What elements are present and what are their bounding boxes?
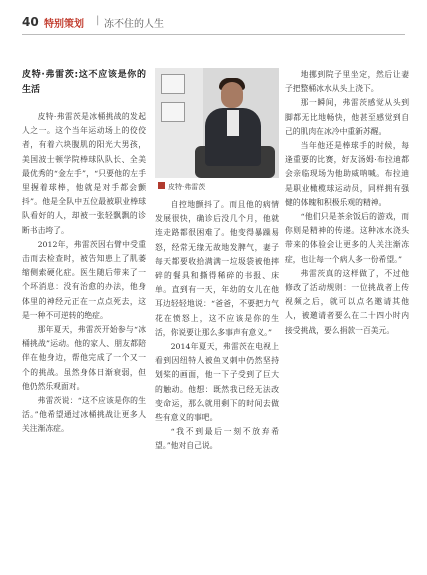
paragraph: 当年他还是棒球手的时候，每逢重要的比赛，好友汤姆·布拉迪都会亲临现场为他助威呐喊。布拉迪是职业橄榄球运动员，同样拥有强健的体魄和积极乐观的精神。 [285, 141, 409, 207]
section-label: 特别策划 [44, 19, 84, 30]
header-separator: | [96, 15, 100, 26]
page-header [0, 0, 427, 36]
paragraph: 那年夏天，弗雷茨开始参与“冰桶挑战”运动。他的家人、朋友都陪伴在他身边，帮他完成了一个又一个的挑战。虽然身体日渐衰弱，但他仍然乐观面对。 [22, 325, 146, 391]
paragraph: “他们只是茶余饭后的游戏，而你则是精神的传递。这种冰水浇头带来的体验会让更多的人关注渐冻症，也让每一个病人多一份希望。” [285, 212, 409, 264]
caption-marker-icon [158, 182, 165, 189]
paragraph: 那一瞬间，弗雷茨感觉从头到脚都无比地畅快，他甚至感觉到自己的肌肉在冰冷中重新苏醒。 [285, 98, 409, 136]
paragraph: 2014年夏天，弗雷茨在电视上看到因纽特人被鱼叉刺中仍然坚持划桨的画面，他一下子受到了巨大的触动。他想：既然我已经无法改变命运，那么就用剩下的时间去做些有意义的事吧。 [155, 342, 279, 423]
paragraph: 弗雷茨真的这样做了，不过他修改了活动规则：一位挑战者上传视频之后，就可以点名邀请其他人，被邀请者要么在二十四小时内接受挑战，要么捐款一百美元。 [285, 268, 409, 335]
article-column-2 [155, 198, 279, 454]
paragraph: 皮特·弗雷茨是冰桶挑战的发起人之一。这个当年运动场上的佼佼者，有着六块腹肌的阳光大男孩，美国波士顿学院棒球队队长、全美最优秀的“金左手”，“只要他的左手里握着球棒，他就是对手都会颤抖”。他是全队中五位最被职业棒球队看好的人，却被一张轻飘飘的诊断书击垮了。 [22, 112, 146, 235]
column-title: 冻不住的人生 [104, 19, 164, 30]
photo-caption: 皮特·弗雷茨 [168, 183, 206, 191]
paragraph: 2012年，弗雷茨因右臂中受重击而去检查时，被告知患上了肌萎缩侧索硬化症。医生随后带来了一个坏消息：没有治愈的办法，他身体里的神经元正在一点点死去，这是一种不可逆转的绝症。 [22, 239, 146, 320]
page-number: 40 [22, 15, 39, 29]
article-headline: 皮特·弗雷茨:这不应该是你的生活 [22, 70, 146, 95]
paragraph: “我不到最后一刻不放弃希望。”他对自己说。 [155, 427, 279, 451]
paragraph: 弗雷茨说：“这不应该是你的生活。”他希望通过冰桶挑战让更多人关注渐冻症。 [22, 396, 146, 434]
article-column-1 [22, 68, 146, 437]
header-rule [22, 34, 405, 35]
paragraph: 地挪到院子里坐定，然后让妻子把整桶冰水从头上浇下。 [285, 70, 409, 94]
portrait-photo [155, 68, 279, 178]
paragraph: 自控地颤抖了。而且他的病情发展很快，确诊后没几个月，他就连走路都很困难了。他变得暴躁易怒，经常无缘无故地发脾气，妻子每天都要收拾满满一垃圾袋被他摔碎的餐具和撕得稀碎的书报、床单。直到有一天，年幼的女儿在他耳边轻轻地说：“爸爸，不要把力气花在愤怒上，这不应该是你的生活，你说要让那么多事声有意义。” [155, 200, 279, 337]
article-column-3 [285, 68, 409, 338]
